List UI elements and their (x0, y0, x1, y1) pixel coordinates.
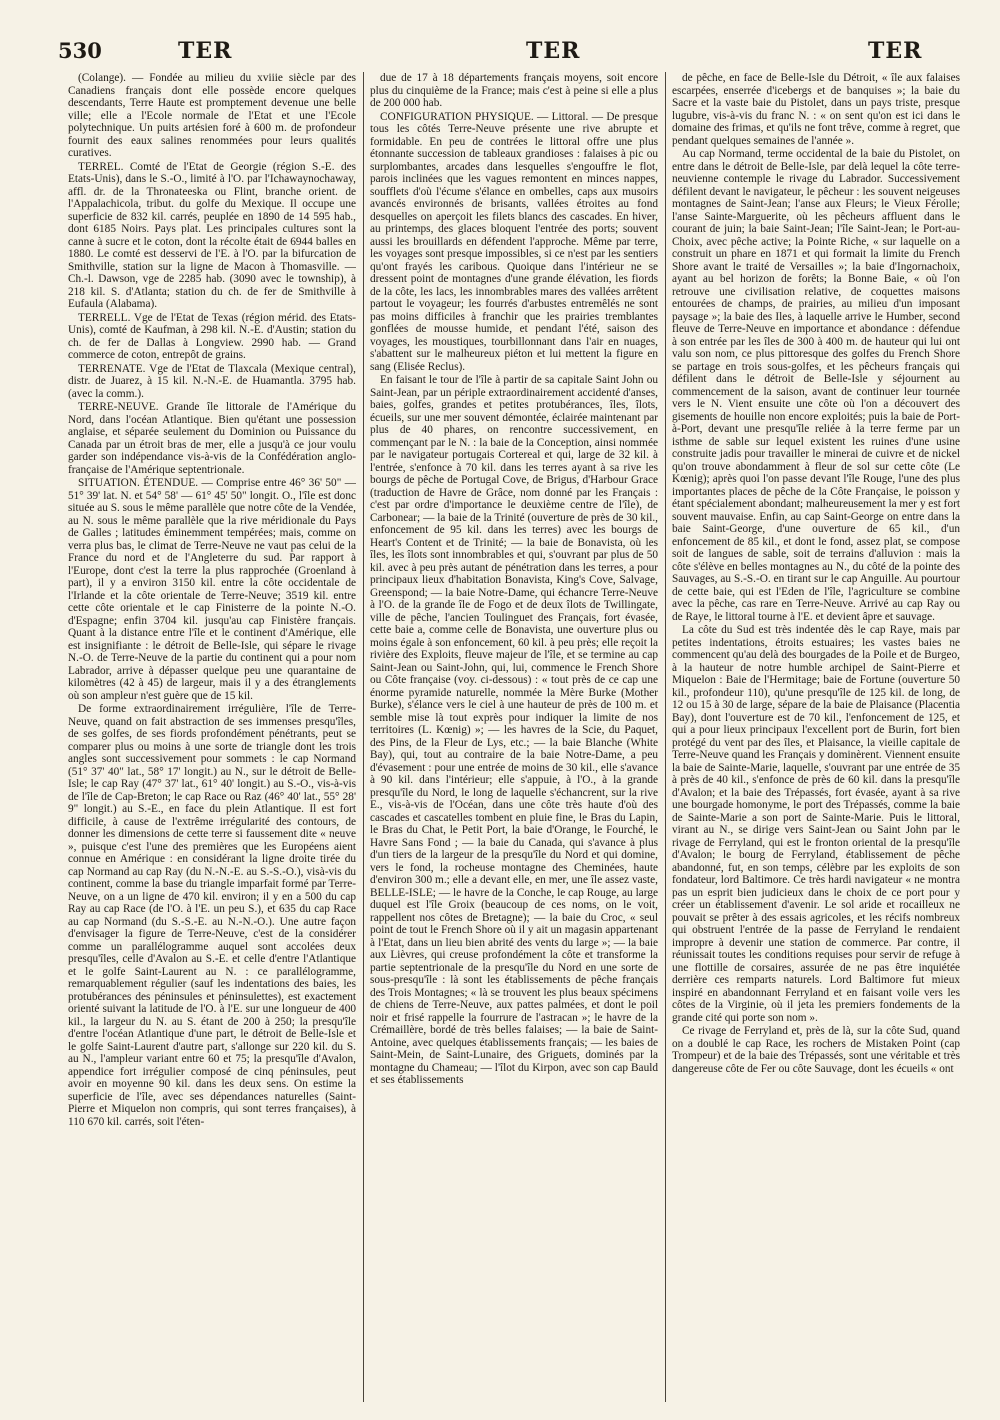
paragraph: due de 17 à 18 départements français moyens, soit encore plus du cinquième de la France; mais c'est à peine si elle a plus de 200 000 hab. (370, 72, 658, 109)
entry-terrenate: TERRENATE. Vge de l'Etat de Tlaxcala (Mexique central), distr. de Juarez, à 15 kil. N.-N.-E. de Huamantla. 3795 hab. (avec la comm.). (68, 362, 356, 400)
page-number: 530 (58, 38, 102, 63)
running-head-left: TER (178, 38, 233, 64)
paragraph: Ce rivage de Ferryland et, près de là, sur la côte Sud, quand on a doublé le cap Race, les rochers de Mistaken Point (cap Trompeur) et de la baie des Trépassés, sont une véritable et très dangereuse côte de Fer ou côte Sauvage, dont les écueils « ont (672, 1025, 960, 1075)
column-divider (665, 72, 666, 1402)
running-head-right: TER (868, 38, 923, 64)
paragraph: SITUATION. ÉTENDUE. — Comprise entre 46° 36' 50" — 51° 39' lat. N. et 54° 58' — 61° 45' 50" longit. O., l'île est donc située au S. sous le même parallèle que notre côte de la Vendée, au N. sous le même parallèle que la rive méridionale du Pays de Galles ; latitudes éminemment tempérées; mais, comme on verra plus bas, le climat de Terre-Neuve ne vaut pas celui de la France du nord et de l'Angleterre du sud. Par rapport à l'Europe, dont c'est la terre la plus rapprochée (Groenland à part), il y a environ 3150 kil. entre la côte occidentale de l'Irlande et la côte orientale de Terre-Neuve; 3519 kil. entre cette côte orientale et le cap Finisterre de la pointe N.-O. d'Espagne; enfin 3704 kil. jusqu'au cap Finistère français. Quant à la distance entre l'île et le continent d'Amérique, elle est insignifiante : le détroit de Belle-Isle, qui sépare le rivage N.-O. de Terre-Neuve de la partie du continent qui a pour nom Labrador, arrive à dépasser quelque peu une quarantaine de kilomètres (42 à 45) de largeur, mais il y a des étranglements où son ampleur n'est guère que de 15 kil. (68, 477, 356, 702)
entry-terre-neuve: TERRE-NEUVE. Grande île littorale de l'Amérique du Nord, dans l'océan Atlantique. Bien qu'étant une possession anglaise, et séparée seulement du Dominion ou Puissance du Canada par un étroit bras de mer, elle a jusqu'à ce jour voulu garder son indépendance vis-à-vis de la Confédération anglo-française de l'Amérique septentrionale. (68, 401, 356, 476)
running-head-center: TER (526, 38, 581, 64)
paragraph: La côte du Sud est très indentée dès le cap Raye, mais par petites indentations, étroits estuaires; les vastes baies ne commencent qu'au delà des bourgades de la Poile et de Burgeo, à la hauteur de notre humble archipel de Saint-Pierre et Miquelon : Baie de l'Hermitage; baie de Fortune (ouverture 50 kil., profondeur 110), qu'une presqu'île de 125 kil. de long, de 12 ou 15 à 30 de large, sépare de la baie de Plaisance (Placentia Bay), dont l'ouverture est de 70 kil., l'enfoncement de 125, et qui a pour lieux principaux l'excellent port de Burin, fort bien protégé du vent par des îles, et Plaisance, la vieille capitale de Terre-Neuve quand les Français y dominèrent. Viennent ensuite la baie de Sainte-Marie, laquelle, s'ouvrant par une entrée de 35 à près de 40 kil., s'enfonce de près de 60 kil. dans la presqu'île d'Avalon; et la baie des Trépassés, fort évasée, ayant à sa rive une bourgade homonyme, le port des Trépassés, comme la baie de Sainte-Marie a son port de Sainte-Marie. Puis le littoral, virant au N., se dirige vers Saint-Jean ou Saint John par le rivage de Ferryland, qui est le fronton oriental de la presqu'île d'Avalon; le bourg de Ferryland, établissement de pêche abandonné, fut, en son temps, célèbre par les exploits de son fondateur, lord Baltimore. Ce très hardi navigateur « ne montra pas un esprit bien judicieux dans le choix de ce port pour y créer un établissement d'avenir. Le sol aride et rocailleux ne pouvait se prêter à des essais agricoles, et les récifs nombreux qui obstruent l'entrée de la passe de Ferryland le rendaient impropre à devenir une station de commerce. Par contre, il réunissait toutes les conditions requises pour servir de refuge à une flottille de corsaires, assurée de ne pas être inquiétée derrière ces remparts naturels. Lord Baltimore fut mieux inspiré en abandonnant Ferryland et en faisant voile vers les côtes de la Virginie, où il jeta les premiers fondements de la grande cité qui porte son nom ». (672, 624, 960, 1024)
entry-terrel: TERREL. Comté de l'Etat de Georgie (région S.-E. des Etats-Unis), dans le S.-O., limité à l'O. par l'Ichawaynochaway, affl. dr. de la Thronateeska ou Flint, branche orient. de l'Appalachicola, tribut. du golfe du Mexique. Il occupe une superficie de 832 kil. carrés, peuplée en 1890 de 14 595 hab., dont 6185 Noirs. Pays plat. Les principales cultures sont la canne à sucre et le coton, dont la récolte était de 6944 balles en 1880. Le comté est desservi de l'E. à l'O. par la bifurcation de Smithville, station sur la ligne de Macon à Thomasville. — Ch.-l. Dawson, vge de 2285 hab. (3090 avec le township), à 218 kil. S. d'Atlanta; station du ch. de fer de Smithville à Eufaula (Alabama). (68, 160, 356, 310)
paragraph: de pêche, en face de Belle-Isle du Détroit, « île aux falaises escarpées, enserrée d'icebergs et de banquises »; la baie du Sacre et la vaste baie du Pistolet, dans un pays triste, presque lugubre, vis-à-vis du franc N. : « on sent qu'on est ici dans le domaine des frimas, et qu'ils ne font trêve, comme à regret, que pendant quelques semaines de l'année ». (672, 72, 960, 147)
paragraph: (Colange). — Fondée au milieu du xviiie siècle par des Canadiens français dont elle possède encore quelques descendants, Terre Haute est promptement devenue une belle ville; elle a l'Ecole normale de l'Etat et une l'Ecole polytechnique. Un puits artésien foré à 600 m. de profondeur fournit des eaux salines renommées pour leurs qualités curatives. (68, 72, 356, 159)
paragraph: De forme extraordinairement irrégulière, l'île de Terre-Neuve, quand on fait abstraction de ses immenses presqu'îles, de ses golfes, de ses fiords profondément pénétrants, peut se comparer plus ou moins à une sorte de triangle dont les trois angles sont successivement pour sommets : le cap Normand (51° 37' 40" lat., 58° 17' longit.) au N., sur le détroit de Belle-Isle; le cap Ray (47° 37' lat., 61° 40' longit.) au S.-O., vis-à-vis de l'île de Cap-Breton; le cap Race ou Raz (46° 40' lat., 55° 28' 9" longit.) au S.-E., en face du plein Atlantique. Il est fort difficile, à cause de l'extrême irrégularité des contours, de donner les dimensions de cette terre si faussement dite « neuve », puisque c'est l'une des premières que les Européens aient connue en Amérique : en considérant la ligne droite tirée du cap Normand au cap Ray (du N.-N.-E. au S.-S.-O.), visà-vis du continent, comme la base du triangle imparfait formé par Terre-Neuve, on a un ligne de 470 kil. environ; il y en a 500 du cap Ray au cap Race (de l'O. à l'E. un peu S.), et 635 du cap Race au cap Normand (du S.-S.-E. au N.-N.-O.). Une autre façon d'envisager la figure de Terre-Neuve, c'est de la considérer comme un parallélogramme auquel sont accolées deux presqu'îles, celle d'Avalon au S.-E. et celle d'entre l'Atlantique et le golfe Saint-Laurent au N. : ce parallélogramme, remarquablement régulier (sauf les indentations des baies, les protubérances des péninsules et péninsulettes), est exactement orienté suivant la latitude de l'O. à l'E. sur une longueur de 400 kil., la largeur du N. au S. étant de 200 à 250; la presqu'île d'entre l'océan Atlantique d'une part, le détroit de Belle-Isle et le golfe Saint-Laurent d'autre part, s'allonge sur 220 kil. du S. au N., l'ampleur variant entre 60 et 75; la presqu'île d'Avalon, appendice fort irrégulier composé de cinq péninsules, peut avoir en moyenne 90 kil. dans les deux sens. On estime la superficie de l'île, avec ses dépendances naturelles (Saint-Pierre et Miquelon non compris, qui sont terres françaises), à 110 670 kil. carrés, soit l'éten- (68, 703, 356, 1128)
column-middle (370, 72, 658, 1402)
text-columns (68, 72, 960, 1402)
paragraph: CONFIGURATION PHYSIQUE. — Littoral. — De presque tous les côtés Terre-Neuve présente une rive abrupte et formidable. En peu de contrées le littoral offre une plus étonnante succession de tableaux grandioses : falaises à pic ou surplombantes, arcades dans lesquelles s'engouffre le flot, parois inclinées que les vagues remontent en minces nappes, soufflets d'où l'écume s'élance en ombelles, caps aux musoirs avancés environnés de brisants, vallées étroites au fond desquelles on aperçoit les filets blancs des cascades. En hiver, au printemps, des glaces bloquent l'entrée des ports; souvent aussi les brouillards en défendent l'approche. Même par terre, les voyages sont presque impossibles, si ce n'est par les sentiers qu'ont frayés les caribous. Quoique dans l'intérieur ne se dressent point de montagnes d'une grande élévation, les fiords de la côte, les lacs, les innombrables mares des vallées arrêtent partout le voyageur; les fourrés d'arbustes entremêlés ne sont pas moins difficiles à franchir que les prairies tremblantes gonflées de mousse humide, et pendant l'été, saison des voyages, les moustiques, tourbillonnant dans l'air en nuages, s'abattent sur le malheureux piéton et lui mettent la figure en sang (Elisée Reclus). (370, 110, 658, 373)
paragraph: En faisant le tour de l'île à partir de sa capitale Saint John ou Saint-Jean, par un périple extraordinairement accidenté d'anses, baies, golfes, grandes et petites protubérances, îles, îlots, écueils, sur une mer souvent démontée, éclairée maintenant par plus de 40 phares, on rencontre successivement, en commençant par le N. : la baie de la Conception, ainsi nommée par le navigateur portugais Cortereal et qui, large de 32 kil. à l'entrée, s'enfonce à 70 kil. dans les terres ayant à sa rive les bourgs de pêche de Portugal Cove, de Brigus, d'Harbour Grace (traduction de Havre de Grâce, nom donné par les Français : c'est par ordre d'importance le deuxième centre de l'île), de Carbonear; — la baie de la Trinité (ouverture de près de 30 kil., enfoncement de 95 kil. dans les terres) avec les bourgs de Heart's Content et de Trinité; — la baie de Bonavista, où les îles, les îlots sont innombrables et qui, s'ouvrant par plus de 50 kil. avec à peu près autant de pénétration dans les terres, a pour principaux lieux d'habitation Bonavista, King's Cove, Salvage, Greenspond; — la baie Notre-Dame, qui échancre Terre-Neuve à l'O. de la grande île de Fogo et de deux îlots de Twillingate, ville de pêche, l'ancien Toulinguet des Français, fort évasée, cette baie a, comme celle de Bonavista, une ouverture plus ou moins égale à son enfoncement, 60 kil. à peu près; elle reçoit la rivière des Exploits, fleuve majeur de l'île, et se termine au cap Saint-Jean ou Saint-John, qui, lui, commence le French Shore ou Côte française (voy. ci-dessous) : « tout près de ce cap une énorme pyramide naturelle, nommée la Mère Burke (Mother Burke), s'élance vers le ciel à une hauteur de près de 100 m. et semble mise là tout exprès pour indiquer la limite de nos territoires (L. Kœnig) »; — les havres de la Scie, du Paquet, des Pins, de la Fleur de Lys, etc.; — la baie Blanche (White Bay), qui, tout au contraire de la baie Notre-Dame, a peu d'évasement : pour une entrée de moins de 30 kil., elle s'avance à 90 kil. dans l'intérieur; elle s'appuie, à l'O., à la grande presqu'île du Nord, le long de laquelle s'échancrent, sur la rive E., vis-à-vis de l'Océan, dans une côte très haute d'où des cascades et cascatelles tombent en pluie fine, le Bras du Lapin, le Bras du Chat, le Petit Port, la baie d'Orange, le Fourché, le Havre Sans Fond ; — la baie du Canada, qui s'avance à plus d'un tiers de la largeur de la presqu'île du Nord et qui domine, vers le fond, la rocheuse montagne des Cheminées, haute d'environ 300 m.; elle a devant elle, en mer, une île assez vaste, BELLE-ISLE; — le havre de la Conche, le cap Rouge, au large duquel est l'île Groix (beaucoup de ces noms, on le voit, rappellent nos côtes de Bretagne); — la baie du Croc, « seul point de tout le French Shore où il y ait un magasin appartenant à l'Etat, dans un lieu bien abrité des vents du large »; — la baie aux Lièvres, qui creuse profondément la côte et transforme la partie septentrionale de la presqu'île du Nord en une sorte de sous-presqu'île : là sont les établissements de pêche français des Trois Montagnes; « là se trouvent les plus beaux spécimens de chiens de Terre-Neuve, aux pattes palmées, et dont le poil noir et frisé rappelle la fourrure de l'astracan »; le havre de la Crémaillère, bordé de très belles falaises; — la baie de Saint-Antoine, avec quelques établissements français; — les baies de Saint-Mein, de Saint-Lunaire, des Griguets, dominés par la montagne du Chameau; — l'îlot du Kirpon, avec son cap Bauld et ses établissements (370, 374, 658, 1086)
paragraph: Au cap Normand, terme occidental de la baie du Pistolet, on entre dans le détroit de Belle-Isle, par delà lequel la côte terre-neuvienne contemple le rivage du Labrador. Successivement défilent devant le navigateur, le pêcheur : les souvent neigeuses montagnes de Saint-Jean; l'anse aux Fleurs; le Vieux Férolle; l'anse Sainte-Marguerite, où les pêcheurs affluent dans le courant de juin; la baie Saint-Jean; l'île Saint-Jean; le Port-au-Choix, avec pêche active; la Pointe Riche, « sur laquelle on a construit un phare en 1871 et qui formait la limite du French Shore avant le traité de Versailles »; la baie d'Ingornachoix, ayant au bel horizon de forêts; la Bonne Baie, « où l'on retrouve une civilisation relative, de coquettes maisons entourées de champs, de prairies, au milieu d'un imposant paysage »; la baie des Iles, à laquelle arrive le Humber, second fleuve de Terre-Neuve en importance et abondance : défendue à son entrée par les îles de 300 à 400 m. de hauteur qui lui ont valu son nom, ce plus pittoresque des golfes du French Shore se partage en trois sous-golfes, et les pêcheurs français qui défilent dans le détroit de Belle-Isle y séjournent au commencement de la saison, avant de continuer leur tournée vers le N. Vient ensuite une côte où l'on a découvert des gisements de houille non encore exploités; puis la baie de Port-à-Port, devant une presqu'île reliée à la terre ferme par un isthme de sable sur lequel existent les ruines d'une usine construite jadis pour travailler le minerai de cuivre et de nickel qu'on trouve abondamment à fleur de sol sur cette côte (Le Kœnig); après quoi l'on passe devant l'île Rouge, l'une des plus importantes places de pêche de la Côte Française, le poisson y étant spécialement abondant; malheureusement la mer y est fort souvent mauvaise. Enfin, au cap Saint-George on entre dans la baie Saint-George, d'une ouverture de 65 kil., d'un enfoncement de 85 kil., et dont le fond, assez plat, se compose soit de langues de sable, soit de terrains d'alluvion : mais la côte s'élève en belles montagnes au N., du côté de la pointe des Sauvages, au S.-S.-O. en tirant sur le cap Anguille. Au pourtour de cette baie, qui est l'Eden de l'île, l'agriculture se combine avec la pêche, cas rare en Terre-Neuve. Arrivé au cap Ray ou de Raye, le littoral tourne à l'E. et devient âpre et sauvage. (672, 148, 960, 623)
entry-terrell: TERRELL. Vge de l'Etat de Texas (région mérid. des Etats-Unis), comté de Kaufman, à 298 kil. N.-E. d'Austin; station du ch. de fer de Dallas à Longview. 2990 hab. — Grand commerce de coton, entrepôt de grains. (68, 311, 356, 361)
column-right (672, 72, 960, 1402)
column-divider (363, 72, 364, 1402)
page-header (58, 38, 958, 68)
column-left (68, 72, 356, 1402)
